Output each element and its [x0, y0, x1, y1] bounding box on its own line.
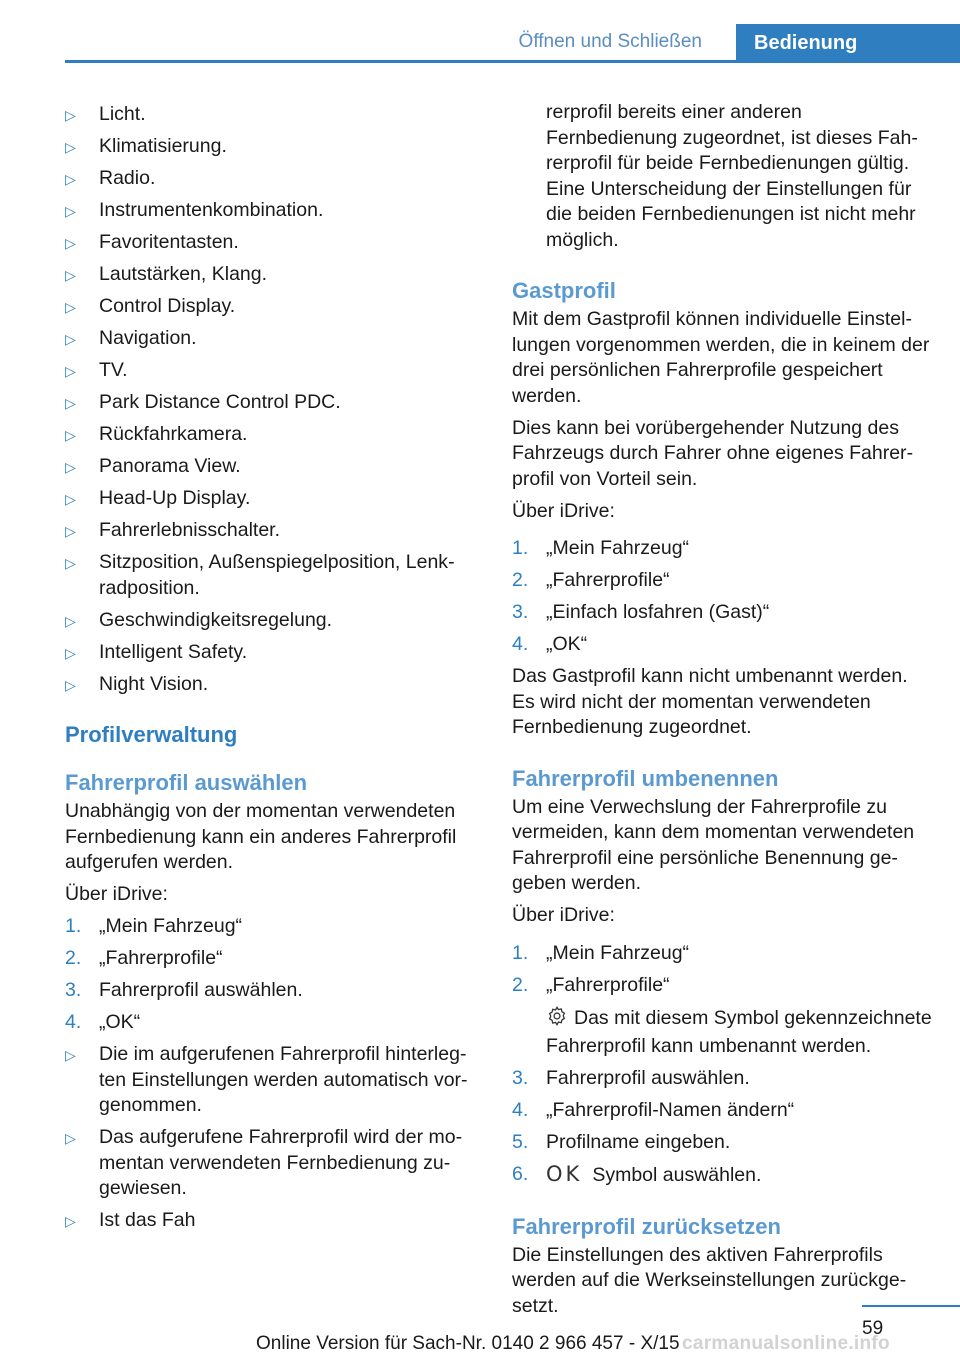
bullet-text: Klimatisierung. — [99, 135, 227, 157]
triangle-right-icon: ▷ — [65, 1213, 76, 1229]
gast-paragraph-1: Mit dem Gastprofil können individuelle Einstellungen vorgenommen werden, die in keinem der drei persönlichen Fahrerprofile gespeichert werden. — [512, 308, 930, 407]
triangle-right-icon: ▷ — [65, 203, 76, 219]
triangle-right-icon: ▷ — [65, 491, 76, 507]
bullet-item — [65, 326, 483, 352]
step-number: 2. — [65, 947, 82, 969]
step-number: 6. — [512, 1163, 529, 1185]
bullet-text: Control Display. — [99, 295, 236, 317]
umbenennen-idrive-label: Über iDrive: — [512, 904, 615, 926]
ok-icon: OK — [546, 1162, 583, 1186]
bullet-item — [65, 262, 483, 288]
step-text: „Mein Fahrzeug“ — [546, 537, 690, 559]
bullet-text: Panorama View. — [99, 455, 241, 477]
step-text: „Mein Fahrzeug“ — [99, 915, 243, 937]
bullet-item — [65, 390, 483, 416]
triangle-right-icon: ▷ — [65, 235, 76, 251]
triangle-right-icon: ▷ — [65, 427, 76, 443]
step-text: Profilname eingeben. — [546, 1131, 731, 1153]
step-item — [65, 1010, 483, 1036]
bullet-item — [65, 608, 483, 634]
step-text: „Fahrerprofile“ — [99, 947, 223, 969]
idrive-label: Über iDrive: — [65, 883, 168, 905]
bullet-text: Night Vision. — [99, 672, 209, 695]
gast-idrive-label: Über iDrive: — [512, 499, 615, 522]
bullet-text: Intelligent Safety. — [99, 640, 248, 663]
step-number: 2. — [512, 973, 529, 996]
bullet-text: Navigation. — [99, 327, 197, 349]
step-number: 1. — [512, 537, 529, 559]
header-section-title: Öffnen und Schließen — [518, 31, 702, 52]
step-number: 3. — [65, 979, 82, 1001]
bullet-item — [65, 198, 483, 224]
intro-paragraph: Unabhängig von der momentan verwendeten Fernbedienung kann ein anderes Fahrerprofil aufgerufen werden. — [65, 800, 457, 873]
step-text: „Einfach losfahren (Gast)“ — [546, 601, 770, 623]
online-version-text: Online Version für Sach-Nr. 0140 2 966 457 - X/15 — [256, 1333, 680, 1354]
bullet-text: Head-Up Display. — [99, 487, 251, 509]
triangle-right-icon: ▷ — [65, 644, 76, 661]
settings-bullet-list — [65, 102, 483, 697]
heading-fahrerprofil-umbenennen: Fahrerprofil umbenennen — [512, 765, 779, 791]
bullet-item — [65, 230, 483, 256]
umbenennen-step-6 — [512, 1162, 932, 1189]
gast-step-item — [512, 568, 932, 594]
step-text: Fahrerprofil auswählen. — [99, 979, 303, 1001]
bullet-item — [65, 102, 483, 128]
triangle-right-icon: ▷ — [65, 139, 76, 155]
bullet-item — [65, 486, 483, 512]
gast-step-item — [512, 536, 932, 562]
step-text: „Mein Fahrzeug“ — [546, 941, 690, 964]
note-continuation-text: rerprofil bereits einer anderen Fernbedienung zugeordnet, ist dieses Fahrerprofil für beide Fernbedienungen gültig. Eine Unterscheidung der Einstellungen für die beiden Fernbedienungen ist nicht mehr möglich. — [546, 101, 918, 251]
step-number: 5. — [512, 1131, 529, 1153]
step-item — [65, 914, 483, 940]
umbenennen-step-1 — [512, 941, 932, 967]
bullet-text: Das aufgerufene Fahrerprofil wird der momentan verwendeten Fernbedienung zugewiesen. — [99, 1126, 463, 1199]
heading-gastprofil: Gastprofil — [512, 278, 616, 303]
watermark: carmanualsonline.info — [682, 1333, 890, 1354]
bullet-item — [65, 358, 483, 384]
bullet-text: Instrumentenkombination. — [99, 199, 324, 221]
triangle-right-icon: ▷ — [65, 676, 76, 693]
step-item — [65, 946, 483, 972]
bullet-text: Sitzposition, Außenspiegelposition, Lenkradposition. — [99, 551, 455, 599]
note-item — [65, 1208, 483, 1234]
rename-symbol-note — [512, 1005, 932, 1060]
triangle-right-icon: ▷ — [65, 612, 76, 629]
step-number: 3. — [512, 1067, 529, 1089]
bullet-text: Geschwindigkeitsregelung. — [99, 608, 333, 631]
bullet-text: Lautstärken, Klang. — [99, 263, 268, 285]
triangle-right-icon: ▷ — [65, 299, 76, 315]
reset-paragraph: Die Einstellungen des aktiven Fahrerprofils werden auf die Werkseinstellungen zurückgesetzt. — [512, 1243, 907, 1317]
bullet-item — [65, 550, 483, 601]
heading-fahrerprofil-zuruecksetzen: Fahrerprofil zurücksetzen — [512, 1213, 781, 1239]
header-chapter-tab: Bedienung — [736, 24, 960, 63]
step-text: Symbol auswählen. — [592, 1164, 762, 1186]
gast-step-item — [512, 600, 932, 626]
step-text: Fahrerprofil auswählen. — [546, 1067, 750, 1089]
select-profile-steps — [65, 914, 483, 1036]
step-number: 4. — [512, 1099, 529, 1121]
step-number: 2. — [512, 569, 529, 591]
rename-note-text: Das mit diesem Symbol gekennzeichnete Fahrerprofil kann umbenannt werden. — [546, 1006, 932, 1057]
footer-rule — [862, 1305, 960, 1307]
step-number: 4. — [65, 1011, 82, 1033]
right-column — [512, 100, 932, 1326]
select-profile-notes — [65, 1042, 483, 1234]
bullet-item — [65, 640, 483, 666]
bullet-text: Ist das Fah — [99, 1209, 196, 1231]
umbenennen-step-4 — [512, 1098, 932, 1124]
bullet-item — [65, 454, 483, 480]
triangle-right-icon: ▷ — [65, 395, 76, 411]
bullet-text: Favoritentasten. — [99, 231, 239, 253]
step-text: „OK“ — [99, 1011, 141, 1033]
bullet-text: Park Distance Control PDC. — [99, 391, 341, 413]
step-number: 1. — [512, 941, 529, 964]
triangle-right-icon: ▷ — [65, 363, 76, 379]
triangle-right-icon: ▷ — [65, 107, 76, 123]
step-text: „Fahrerprofile“ — [546, 569, 670, 591]
note-item — [65, 1125, 483, 1202]
heading-profilverwaltung: Profilverwaltung — [65, 722, 238, 747]
bullet-item — [65, 422, 483, 448]
bullet-item — [65, 518, 483, 544]
bullet-item — [65, 166, 483, 192]
umbenennen-step-3 — [512, 1066, 932, 1092]
gast-paragraph-2: Dies kann bei vorübergehender Nutzung des Fahrzeugs durch Fahrer ohne eigenes Fahrerprofil von Vorteil sein. — [512, 416, 914, 490]
step-number: 1. — [65, 915, 82, 937]
gast-steps — [512, 536, 932, 658]
bullet-text: TV. — [99, 359, 128, 381]
triangle-right-icon: ▷ — [65, 555, 76, 571]
header-rule — [65, 60, 960, 63]
bullet-text: Rückfahrkamera. — [99, 423, 248, 445]
step-text: „Fahrerprofile“ — [546, 973, 670, 996]
bullet-text: Radio. — [99, 167, 156, 189]
triangle-right-icon: ▷ — [65, 1047, 76, 1063]
note-continuation — [512, 100, 932, 253]
heading-fahrerprofil-auswaehlen: Fahrerprofil auswählen — [65, 770, 308, 795]
bullet-text: Die im aufgerufenen Fahrerprofil hinterlegten Einstellungen werden automatisch vorgenommen. — [99, 1043, 468, 1116]
triangle-right-icon: ▷ — [65, 459, 76, 475]
page-number: 59 — [862, 1318, 884, 1339]
step-text: „OK“ — [546, 633, 588, 655]
bullet-item — [65, 134, 483, 160]
triangle-right-icon: ▷ — [65, 171, 76, 187]
bullet-item — [65, 672, 483, 698]
gast-paragraph-3: Das Gastprofil kann nicht umbenannt werden. Es wird nicht der momentan verwendeten Fernbedienung zugeordnet. — [512, 665, 908, 738]
step-number: 4. — [512, 633, 529, 655]
umbenennen-paragraph: Um eine Verwechslung der Fahrerprofile zu vermeiden, kann dem momentan verwendeten Fahrerprofil eine persönliche Benennung gegeben werden. — [512, 795, 915, 894]
gear-icon — [546, 1005, 568, 1035]
triangle-right-icon: ▷ — [65, 331, 76, 347]
triangle-right-icon: ▷ — [65, 267, 76, 283]
umbenennen-step-5 — [512, 1130, 932, 1156]
umbenennen-step-2 — [512, 973, 932, 999]
step-number: 3. — [512, 601, 529, 623]
bullet-item — [65, 294, 483, 320]
gast-step-item — [512, 632, 932, 658]
step-item — [65, 978, 483, 1004]
triangle-right-icon: ▷ — [65, 1130, 76, 1146]
left-column — [65, 102, 483, 1240]
bullet-text: Licht. — [99, 103, 146, 125]
note-item — [65, 1042, 483, 1119]
triangle-right-icon: ▷ — [65, 523, 76, 539]
bullet-text: Fahrerlebnisschalter. — [99, 519, 281, 541]
step-text: „Fahrerprofil-Namen ändern“ — [546, 1099, 795, 1121]
